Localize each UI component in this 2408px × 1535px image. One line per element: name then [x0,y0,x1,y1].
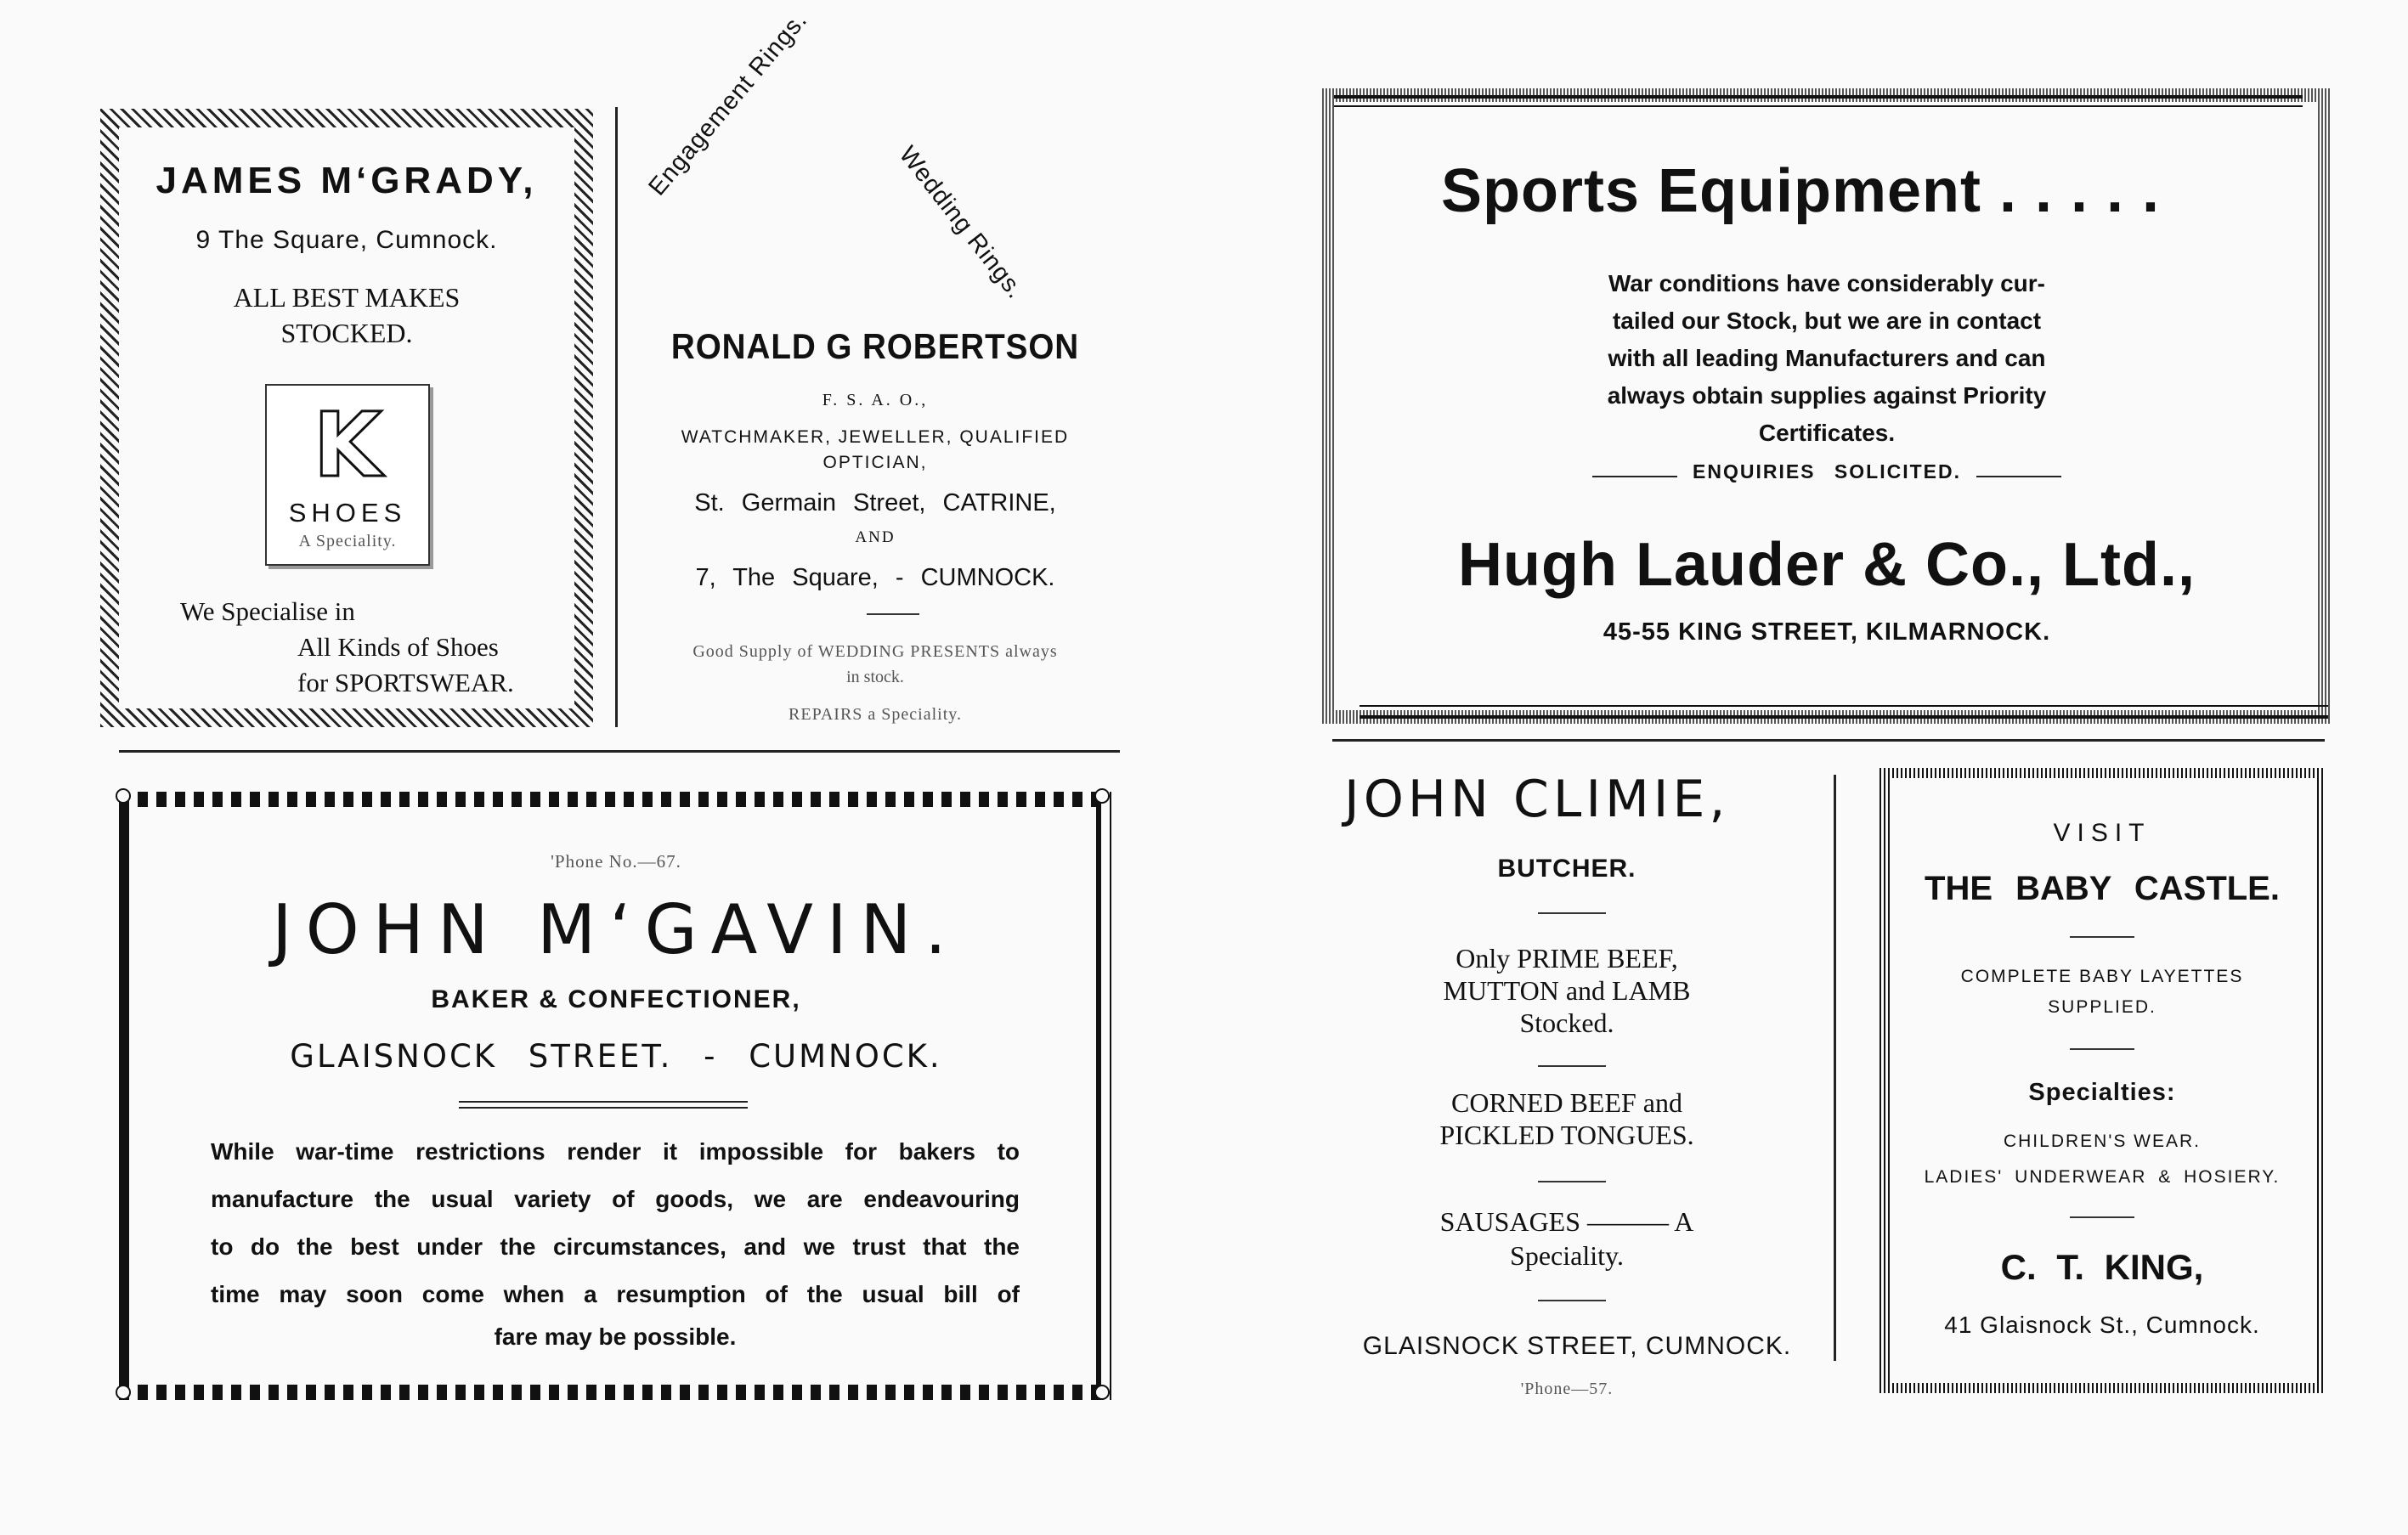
robertson-trades-line1: WATCHMAKER, JEWELLER, QUALIFIED [681,427,1070,447]
k-shoes-logo [265,384,430,566]
mcgavin-body-line: While war-time restrictions render it impossible for bakers to [211,1138,1020,1165]
sports-rule-right [1976,476,2061,477]
sports-double-rule-bottom [1359,715,2328,719]
robertson-supply-line2: in stock. [846,668,904,686]
sports-company: Hugh Lauder & Co., Ltd., [1458,531,2196,599]
baby-rule [2070,1048,2134,1050]
mcgrady-stock-line2: STOCKED. [280,318,413,348]
sports-body-line: tailed our Stock, but we are in contact [1612,308,2042,334]
baby-layette-line1: COMPLETE BABY LAYETTES [1960,967,2244,986]
mcgavin-name: JOHN M‘GAVIN. [272,890,960,969]
robertson-name: RONALD G ROBERTSON [670,326,1080,366]
climie-beef-line2: MUTTON and LAMB [1443,975,1691,1006]
vertical-divider-left [615,107,618,727]
robertson-and: AND [855,528,896,546]
sports-double-rule-top [1334,95,2303,99]
climie-rule [1538,1181,1606,1182]
horizontal-rule-right [1332,739,2325,742]
corner-ornament [116,788,131,804]
corner-ornament [116,1385,131,1400]
sports-body-line: always obtain supplies against Priority [1607,382,2047,409]
vertical-divider-right [1834,775,1836,1361]
climie-beef-line3: Stocked. [1519,1007,1614,1038]
climie-beef-line1: Only PRIME BEEF, [1456,943,1678,973]
climie-corned-line2: PICKLED TONGUES. [1439,1120,1694,1150]
corner-ornament [1094,788,1110,804]
robertson-repairs: REPAIRS a Speciality. [789,705,962,724]
robertson-rule [867,613,919,615]
mcgavin-body-line: time may soon come when a resumption of the usual bill of [211,1281,1020,1307]
mcgrady-special-line2: All Kinds of Shoes [297,632,499,662]
sports-rule-left [1592,476,1677,477]
mcgrady-special-line3: for SPORTSWEAR. [297,668,514,697]
wedding-rings-text: Wedding Rings. [893,141,1030,304]
mcgavin-rule-bottom [459,1107,748,1109]
sports-body-line: War conditions have considerably cur- [1608,270,2045,296]
sports-body-line: Certificates. [1758,420,1896,446]
climie-phone: 'Phone—57. [1520,1380,1614,1398]
mcgrady-stock-line1: ALL BEST MAKES [233,282,461,313]
mcgavin-advert [119,792,1111,1400]
sports-title: Sports Equipment . . . . . [1441,157,2161,225]
engagement-rings-text: Engagement Rings. [643,6,813,201]
corner-ornament [1094,1385,1110,1400]
baby-rule [2070,1216,2134,1218]
robertson-supply-line1: Good Supply of WEDDING PRESENTS always [692,642,1058,661]
mcgavin-phone: 'Phone No.—67. [551,851,681,872]
mcgrady-address: 9 The Square, Cumnock. [195,226,498,254]
mcgrady-special-line1: We Specialise in [180,596,355,626]
robertson-addr1: St. Germain Street, CATRINE, [694,489,1056,516]
robertson-trades-line2: OPTICIAN, [822,453,928,472]
mcgavin-body-line: to do the best under the circumstances, and we trust that the [211,1233,1020,1260]
baby-visit: VISIT [2053,819,2151,847]
baby-address: 41 Glaisnock St., Cumnock. [1944,1312,2260,1338]
baby-spec2: LADIES' UNDERWEAR & HOSIERY. [1924,1167,2281,1187]
baby-spec1: CHILDREN'S WEAR. [2003,1131,2202,1151]
k-logo-sub: A Speciality. [298,532,397,550]
robertson-qual: F. S. A. O., [822,391,929,409]
sports-double-rule-top [1334,105,2303,107]
sports-address: 45-55 KING STREET, KILMARNOCK. [1603,618,2051,646]
climie-corned-line1: CORNED BEEF and [1451,1087,1682,1118]
baby-name: THE BABY CASTLE. [1925,870,2280,907]
climie-rule [1538,1300,1606,1301]
mcgavin-body-line: manufacture the usual variety of goods, we are endeavouring [211,1186,1020,1212]
baby-owner: C. T. KING, [2000,1247,2204,1287]
climie-rule [1538,912,1606,914]
mcgrady-advert [100,109,593,727]
mcgrady-name: JAMES M‘GRADY, [155,160,538,201]
sports-double-rule-bottom [1359,705,2328,707]
climie-sausage-line1: SAUSAGES ——— A [1439,1206,1694,1237]
robertson-addr2: 7, The Square, - CUMNOCK. [695,564,1055,591]
sports-body-line: with all leading Manufacturers and can [1608,345,2046,371]
mcgavin-body-line: fare may be possible. [494,1323,737,1350]
mcgavin-trade: BAKER & CONFECTIONER, [431,985,801,1013]
mcgavin-address: GLAISNOCK STREET. - CUMNOCK. [290,1038,942,1075]
k-logo-letter: K [313,393,382,497]
climie-name: JOHN CLIMIE, [1344,770,1730,829]
climie-rule [1538,1065,1606,1067]
mcgavin-rule-top [459,1101,748,1103]
baby-layette-line2: SUPPLIED. [2048,997,2156,1017]
k-logo-word: SHOES [288,498,407,528]
sports-enquiries: ENQUIRIES SOLICITED. [1693,460,1961,483]
horizontal-rule-left [119,750,1120,753]
climie-sausage-line2: Speciality. [1510,1240,1624,1271]
climie-trade: BUTCHER. [1497,855,1636,883]
climie-address: GLAISNOCK STREET, CUMNOCK. [1362,1332,1792,1360]
baby-rule [2070,936,2134,938]
baby-specialties: Specialties: [2028,1079,2176,1106]
